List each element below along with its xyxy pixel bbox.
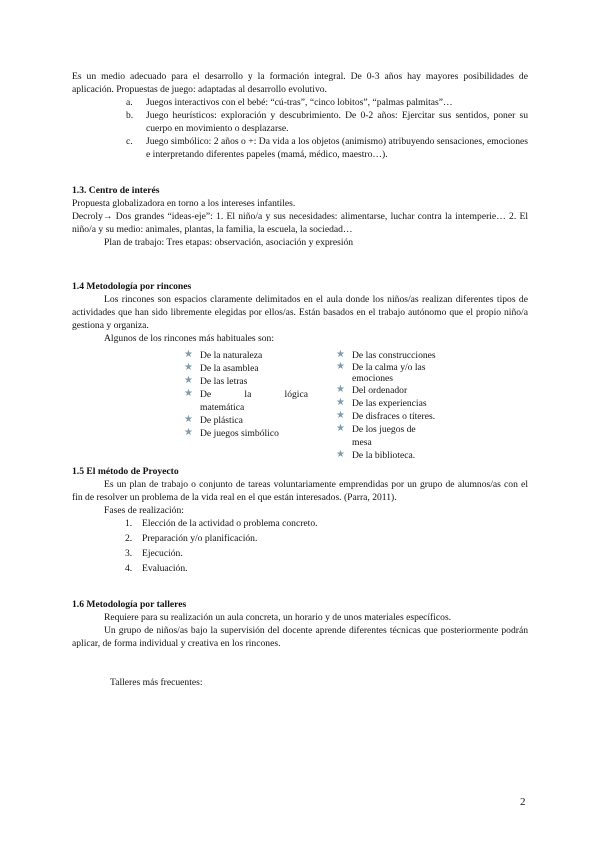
list-item-text: Evaluación. [142, 563, 188, 574]
s13-line3: Plan de trabajo: Tres etapas: observación, asociación y expresión [104, 237, 354, 248]
s13-line1: Propuesta globalizadora en torno a los intereses infantiles. [72, 198, 296, 209]
list-item [184, 349, 308, 362]
star-bullet-icon: ★ [184, 388, 193, 399]
list-item [336, 449, 436, 462]
list-item [184, 375, 308, 388]
section-heading-1-3: 1.3. Centro de interés [72, 185, 160, 196]
star-bullet-icon: ★ [336, 361, 345, 372]
star-bullet-icon: ★ [336, 384, 345, 395]
rincones-column-left [184, 349, 308, 440]
play-types-list [72, 96, 528, 161]
list-item [336, 397, 436, 410]
list-item-text: Juego heurísticos: exploración y descubrimiento. De 0-2 años: Ejercitar sus sentidos, poner su cuerpo en movimiento o desplazarse. [146, 110, 528, 134]
list-item-text: De la lógica matemática [200, 389, 308, 413]
list-item [72, 517, 528, 530]
section-heading-1-4: 1.4 Metodología por rincones [72, 281, 192, 292]
list-item-text: De la naturaleza [200, 350, 263, 361]
s14-lead: Algunos de los rincones más habituales son: [104, 333, 274, 344]
s16-paragraph-1: Requiere para su realización un aula concreta, un horario y de unos materiales específicos. [104, 612, 452, 623]
s14-paragraph: Los rincones son espacios claramente delimitados en el aula donde los niños/as realizan diferentes tipos de actividades que han sido libremente elegidas por ellos/as. Están basados en el trabajo autónomo que el propio niño/a gestiona y organiza. [72, 294, 528, 331]
list-item [72, 532, 528, 545]
list-item-text: De juegos simbólico [200, 428, 279, 439]
list-item-text: De la biblioteca. [352, 450, 416, 461]
list-item [336, 362, 436, 384]
star-bullet-icon: ★ [336, 423, 345, 434]
star-bullet-icon: ★ [184, 427, 193, 438]
star-bullet-icon: ★ [184, 349, 193, 360]
intro-paragraph: Es un medio adecuado para el desarrollo y la formación integral. De 0-3 años hay mayores posibilidades de aplicación. Propuestas de juego: adaptadas al desarrollo evolutivo. [72, 71, 528, 95]
list-marker: 4. [125, 563, 133, 574]
list-marker: 1. [125, 518, 133, 529]
star-bullet-icon: ★ [184, 375, 193, 386]
page-number: 2 [520, 796, 526, 808]
list-marker: 3. [125, 548, 133, 559]
list-item [184, 388, 308, 414]
section-heading-1-5: 1.5 El método de Proyecto [72, 466, 179, 477]
list-item [72, 109, 528, 135]
list-item-text: De la calma y/o las emociones [352, 362, 426, 384]
star-bullet-icon: ★ [336, 410, 345, 421]
section-heading-1-6: 1.6 Metodología por talleres [72, 599, 187, 610]
star-bullet-icon: ★ [336, 349, 345, 360]
star-bullet-icon: ★ [184, 414, 193, 425]
list-item-text: De plástica [200, 415, 243, 426]
list-marker: c. [126, 136, 133, 147]
star-bullet-icon: ★ [336, 397, 345, 408]
list-item [184, 427, 308, 440]
list-marker: b. [126, 110, 134, 121]
s13-line2: Decroly→ Dos grandes “ideas-eje”: 1. El niño/a y sus necesidades: alimentarse, luchar contra la intemperie… 2. El niño/a y su medio: animales, plantas, la familia, la escuela, la sociedad… [72, 211, 528, 235]
list-item [336, 423, 436, 449]
list-item [72, 547, 528, 560]
list-item [336, 384, 436, 397]
s15-lead: Fases de realización: [104, 505, 184, 516]
list-item [184, 362, 308, 375]
list-item [72, 135, 528, 161]
list-item-text: Juegos interactivos con el bebé: “cú-tras”, “cinco lobitos”, “palmas palmitas”… [146, 97, 453, 108]
list-item-text: De los juegos de mesa [352, 424, 416, 448]
list-item [72, 96, 528, 109]
list-item [336, 410, 436, 423]
list-item-text: De las letras [200, 376, 248, 387]
list-item-text: De la asamblea [200, 363, 259, 374]
rincones-list [72, 349, 528, 461]
list-marker: 2. [125, 533, 133, 544]
list-item [72, 562, 528, 575]
list-item-text: De las experiencias [352, 398, 427, 409]
list-item-text: Ejecución. [142, 548, 183, 559]
s15-paragraph: Es un plan de trabajo o conjunto de tareas voluntariamente emprendidas por un grupo de alumnos/as con el fin de resolver un problema de la vida real en el que están interesados. (Parra, 2011). [72, 479, 528, 503]
s16-paragraph-2: Un grupo de niños/as bajo la supervisión del docente aprende diferentes técnicas que posteriormente podrán aplicar, de forma individual y creativa en los rincones. [72, 625, 528, 649]
list-item-text: De disfraces o títeres. [352, 411, 436, 422]
list-marker: a. [126, 97, 133, 108]
list-item [336, 349, 436, 362]
document-page [72, 70, 528, 689]
rincones-column-right [336, 349, 436, 462]
list-item [184, 414, 308, 427]
star-bullet-icon: ★ [184, 362, 193, 373]
list-item-text: Del ordenador [352, 385, 408, 396]
s16-lead: Talleres más frecuentes: [110, 677, 203, 688]
list-item-text: Elección de la actividad o problema concreto. [142, 518, 318, 529]
list-item-text: De las construcciones [352, 350, 436, 361]
phases-list [72, 517, 528, 575]
list-item-text: Juego simbólico: 2 años o +: Da vida a los objetos (animismo) atribuyendo sensaciones, emociones e interpretando diferentes papeles (mamá, médico, maestro…). [146, 136, 528, 160]
list-item-text: Preparación y/o planificación. [142, 533, 258, 544]
star-bullet-icon: ★ [336, 449, 345, 460]
